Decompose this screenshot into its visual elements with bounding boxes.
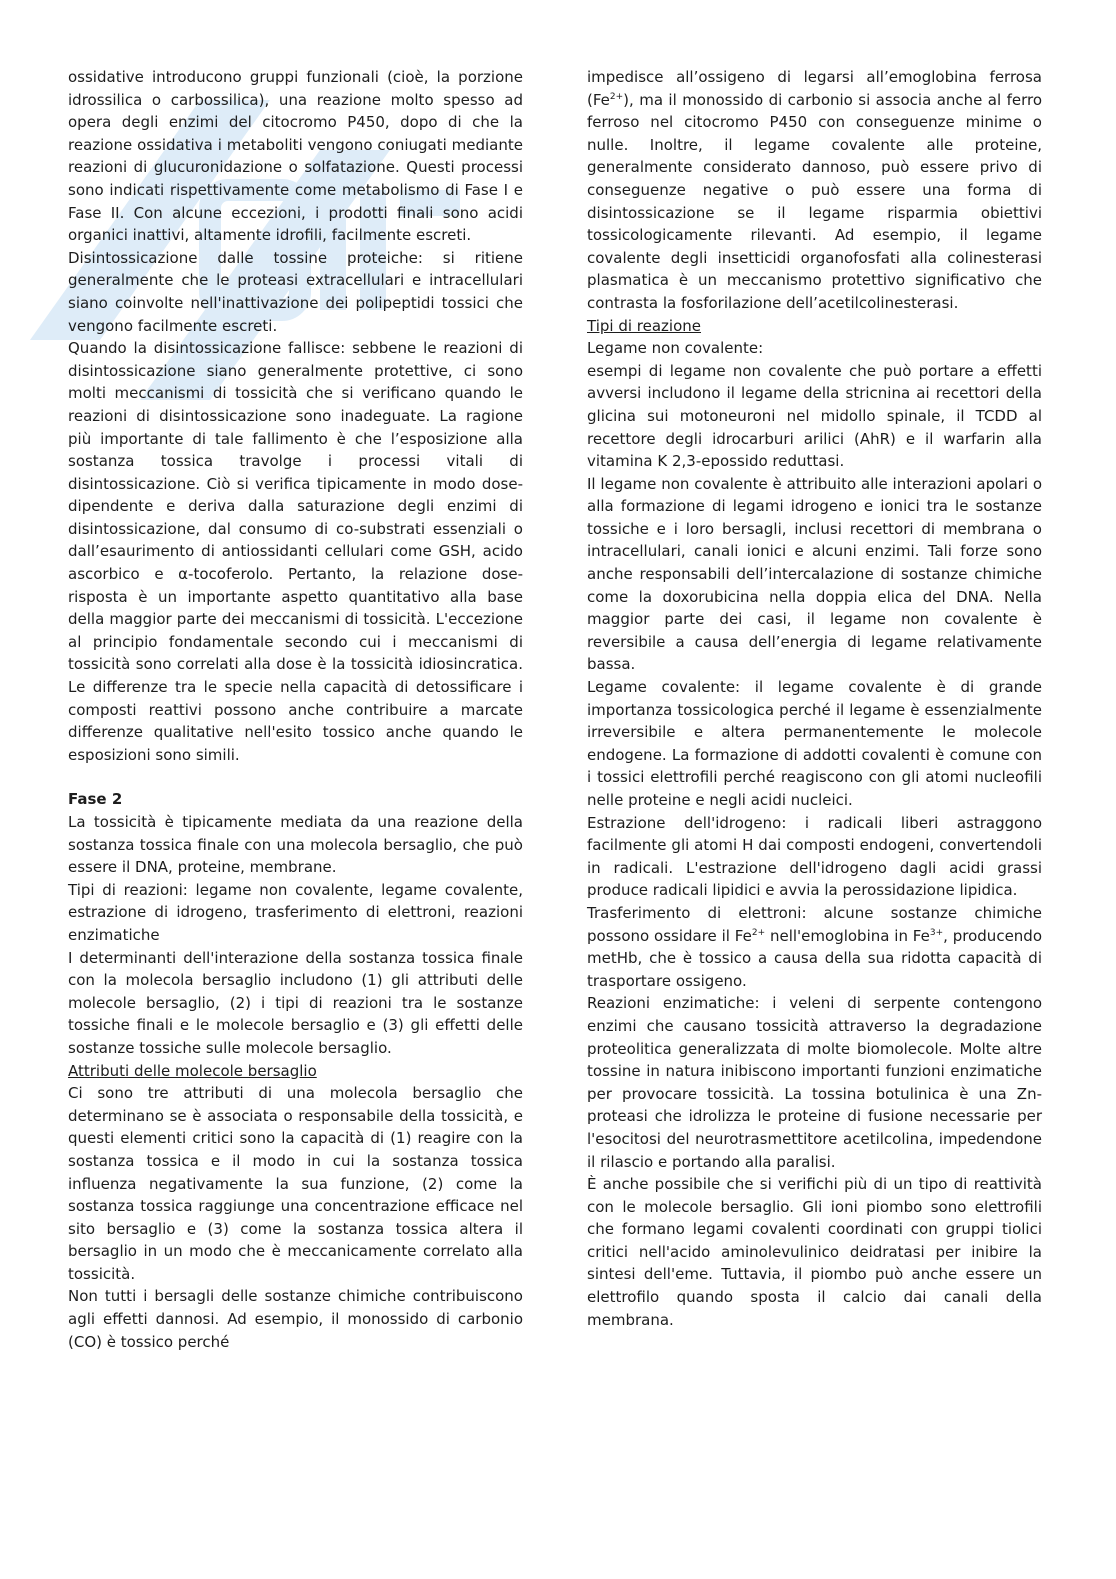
paragraph: esempi di legame non covalente che può portare a effetti avversi includono il legame della stricnina ai recettori della glicina sui motoneuroni nel midollo spinale, il TCDD al recettore degli idrocarburi arilici (AhR) e il warfarin alla vitamina K 2,3-epossido reduttasi. <box>587 361 1042 471</box>
superscript: 3+ <box>929 927 944 938</box>
text-run: Trasferimento di elettroni: alcune sostanze chimiche possono ossidare il Fe <box>587 903 1042 945</box>
paragraph <box>587 902 1042 992</box>
subheading: Tipi di reazione <box>587 316 701 335</box>
paragraph: Legame covalente: il legame covalente è di grande importanza tossicologica perché il legame è essenzialmente irreversibile e altera permanentemente le molecole endogene. La formazione di addotti covalenti è comune con i tossici elettrofili perché reagiscono con gli atomi nucleofili nelle proteine e negli acidi nucleici. <box>587 678 1042 809</box>
section-heading: Fase 2 <box>68 790 123 809</box>
paragraph: I determinanti dell'interazione della sostanza tossica finale con la molecola bersaglio includono (1) gli attributi delle molecole bersaglio, (2) i tipi di reazioni tra le sostanze tossiche finali e le molecole bersaglio e (3) gli effetti delle sostanze tossiche sulle molecole bersaglio. <box>68 948 523 1057</box>
paragraph: Tipi di reazioni: legame non covalente, legame covalente, estrazione di idrogeno, trasferimento di elettroni, reazioni enzimatiche <box>68 880 523 944</box>
paragraph: Reazioni enzimatiche: i veleni di serpente contengono enzimi che causano tossicità attraverso la degradazione proteolitica generalizzata di molte biomolecole. Molte altre tossine in natura inibiscono importanti funzioni enzimatiche per provocare tossicità. La tossina botulinica è una Zn-proteasi che idrolizza le proteine di fusione necessarie per l'esocitosi del neurotrasmettitore acetilcolina, impedendone il rilascio e portando alla paralisi. <box>587 994 1042 1171</box>
superscript: 2+ <box>609 91 624 102</box>
paragraph: Non tutti i bersagli delle sostanze chimiche contribuiscono agli effetti dannosi. Ad esempio, il monossido di carbonio (CO) è tossico perché <box>68 1287 523 1351</box>
paragraph: ossidative introducono gruppi funzionali (cioè, la porzione idrossilica o carbossilica), una reazione molto spesso ad opera degli enzimi del citocromo P450, dopo di che la reazione ossidativa i metaboliti vengono coniugati mediante reazioni di glucuronidazione o solfatazione. Questi processi sono indicati rispettivamente come metabolismo di Fase I e Fase II. Con alcune eccezioni, i prodotti finali sono acidi organici inattivi, altamente idrofili, facilmente escreti. <box>68 68 523 245</box>
paragraph: Il legame non covalente è attribuito alle interazioni apolari o alla formazione di legami idrogeno e ionici tra le sostanze tossiche e i loro bersagli, inclusi recettori di membrana o intracellulari, canali ionici e alcuni enzimi. Tali forze sono anche responsabili dell’intercalazione di sostanze chimiche come la doxorubicina nella doppia elica del DNA. Nella maggior parte dei casi, il legame non covalente è reversibile a causa dell’energia di legame relativamente bassa. <box>587 474 1042 674</box>
paragraph <box>587 66 1042 315</box>
text-run: ), ma il monossido di carbonio si associa anche al ferro ferroso nel citocromo P450 con conseguenze minime o nulle. Inoltre, il legame covalente alle proteine, generalmente considerato dannoso, può essere privo di conseguenze negative o può essere una forma di disintossicazione se il legame risparmia obiettivi tossicologicamente rilevanti. Ad esempio, il legame covalente degli insetticidi organofosfati alla colinesterasi plasmatica è un meccanismo protettivo significativo che contrasta la fosforilazione dell’acetilcolinesterasi. <box>587 90 1042 312</box>
text-run: nell'emoglobina in Fe <box>765 926 930 945</box>
text-run: impedisce all’ossigeno di legarsi all’emoglobina ferrosa (Fe <box>587 68 1042 109</box>
paragraph: Ci sono tre attributi di una molecola bersaglio che determinano se è associata o responsabile della tossicità, e questi elementi critici sono la capacità di (1) reagire con la sostanza tossica e il modo in cui la sostanza tossica influenza negativamente la sua funzione, (2) come la sostanza tossica raggiunge una concentrazione efficace nel sito bersaglio e (3) come la sostanza tossica altera il bersaglio in un modo che è meccanicamente correlato alla tossicità. <box>68 1084 523 1283</box>
paragraph: Estrazione dell'idrogeno: i radicali liberi astraggono facilmente gli atomi H dai composti endogeni, convertendoli in radicali. L'estrazione dell'idrogeno dagli acidi grassi produce radicali lipidici e avvia la perossidazione lipidica. <box>587 813 1042 900</box>
superscript: 2+ <box>751 927 766 938</box>
paragraph: È anche possibile che si verifichi più di un tipo di reattività con le molecole bersaglio. Gli ioni piombo sono elettrofili che formano legami covalenti coordinati con gruppi tiolici critici nell'acido aminolevulinico deidratasi per inibire la sintesi dell'eme. Tuttavia, il piombo può anche essere un elettrofilo quando sposta il calcio dai canali della membrana. <box>587 1175 1042 1329</box>
paragraph: Quando la disintossicazione fallisce: sebbene le reazioni di disintossicazione siano generalmente protettive, ci sono molti meccanismi di tossicità che si verificano quando le reazioni di disintossicazione sono inadeguate. La ragione più importante di tale fallimento è che l’esposizione alla sostanza tossica travolge i processi vitali di disintossicazione. Ciò si verifica tipicamente in modo dose-dipendente e deriva dalla saturazione degli enzimi di disintossicazione, dal consumo di co-substrati essenziali o dall’esaurimento di antiossidanti cellulari come GSH, acido ascorbico e α-tocoferolo. Pertanto, la relazione dose-risposta è un importante aspetto quantitativo alla base della maggior parte dei meccanismi di tossicità. L'eccezione al principio fondamentale secondo cui i meccanismi di tossicità sono correlati alla dose è la tossicità idiosincratica. Le differenze tra le specie nella capacità di detossificare i composti reattivi possono anche contribuire a marcate differenze qualitative nell'esito tossico anche quando le esposizioni sono simili. <box>68 339 523 764</box>
paragraph: Legame non covalente: <box>587 339 764 358</box>
paragraph: La tossicità è tipicamente mediata da una reazione della sostanza tossica finale con una molecola bersaglio, che può essere il DNA, proteine, membrane. <box>68 813 523 877</box>
subheading: Attributi delle molecole bersaglio <box>68 1061 317 1080</box>
paragraph: Disintossicazione dalle tossine proteiche: si ritiene generalmente che le proteasi extracellulari e intracellulari siano coinvolte nell'inattivazione dei polipeptidi tossici che vengono facilmente escreti. <box>68 248 523 335</box>
left-column <box>68 66 523 1353</box>
text-run: , producendo metHb, che è tossico a causa della sua ridotta capacità di trasportare ossigeno. <box>587 926 1042 990</box>
right-column <box>587 66 1042 1331</box>
